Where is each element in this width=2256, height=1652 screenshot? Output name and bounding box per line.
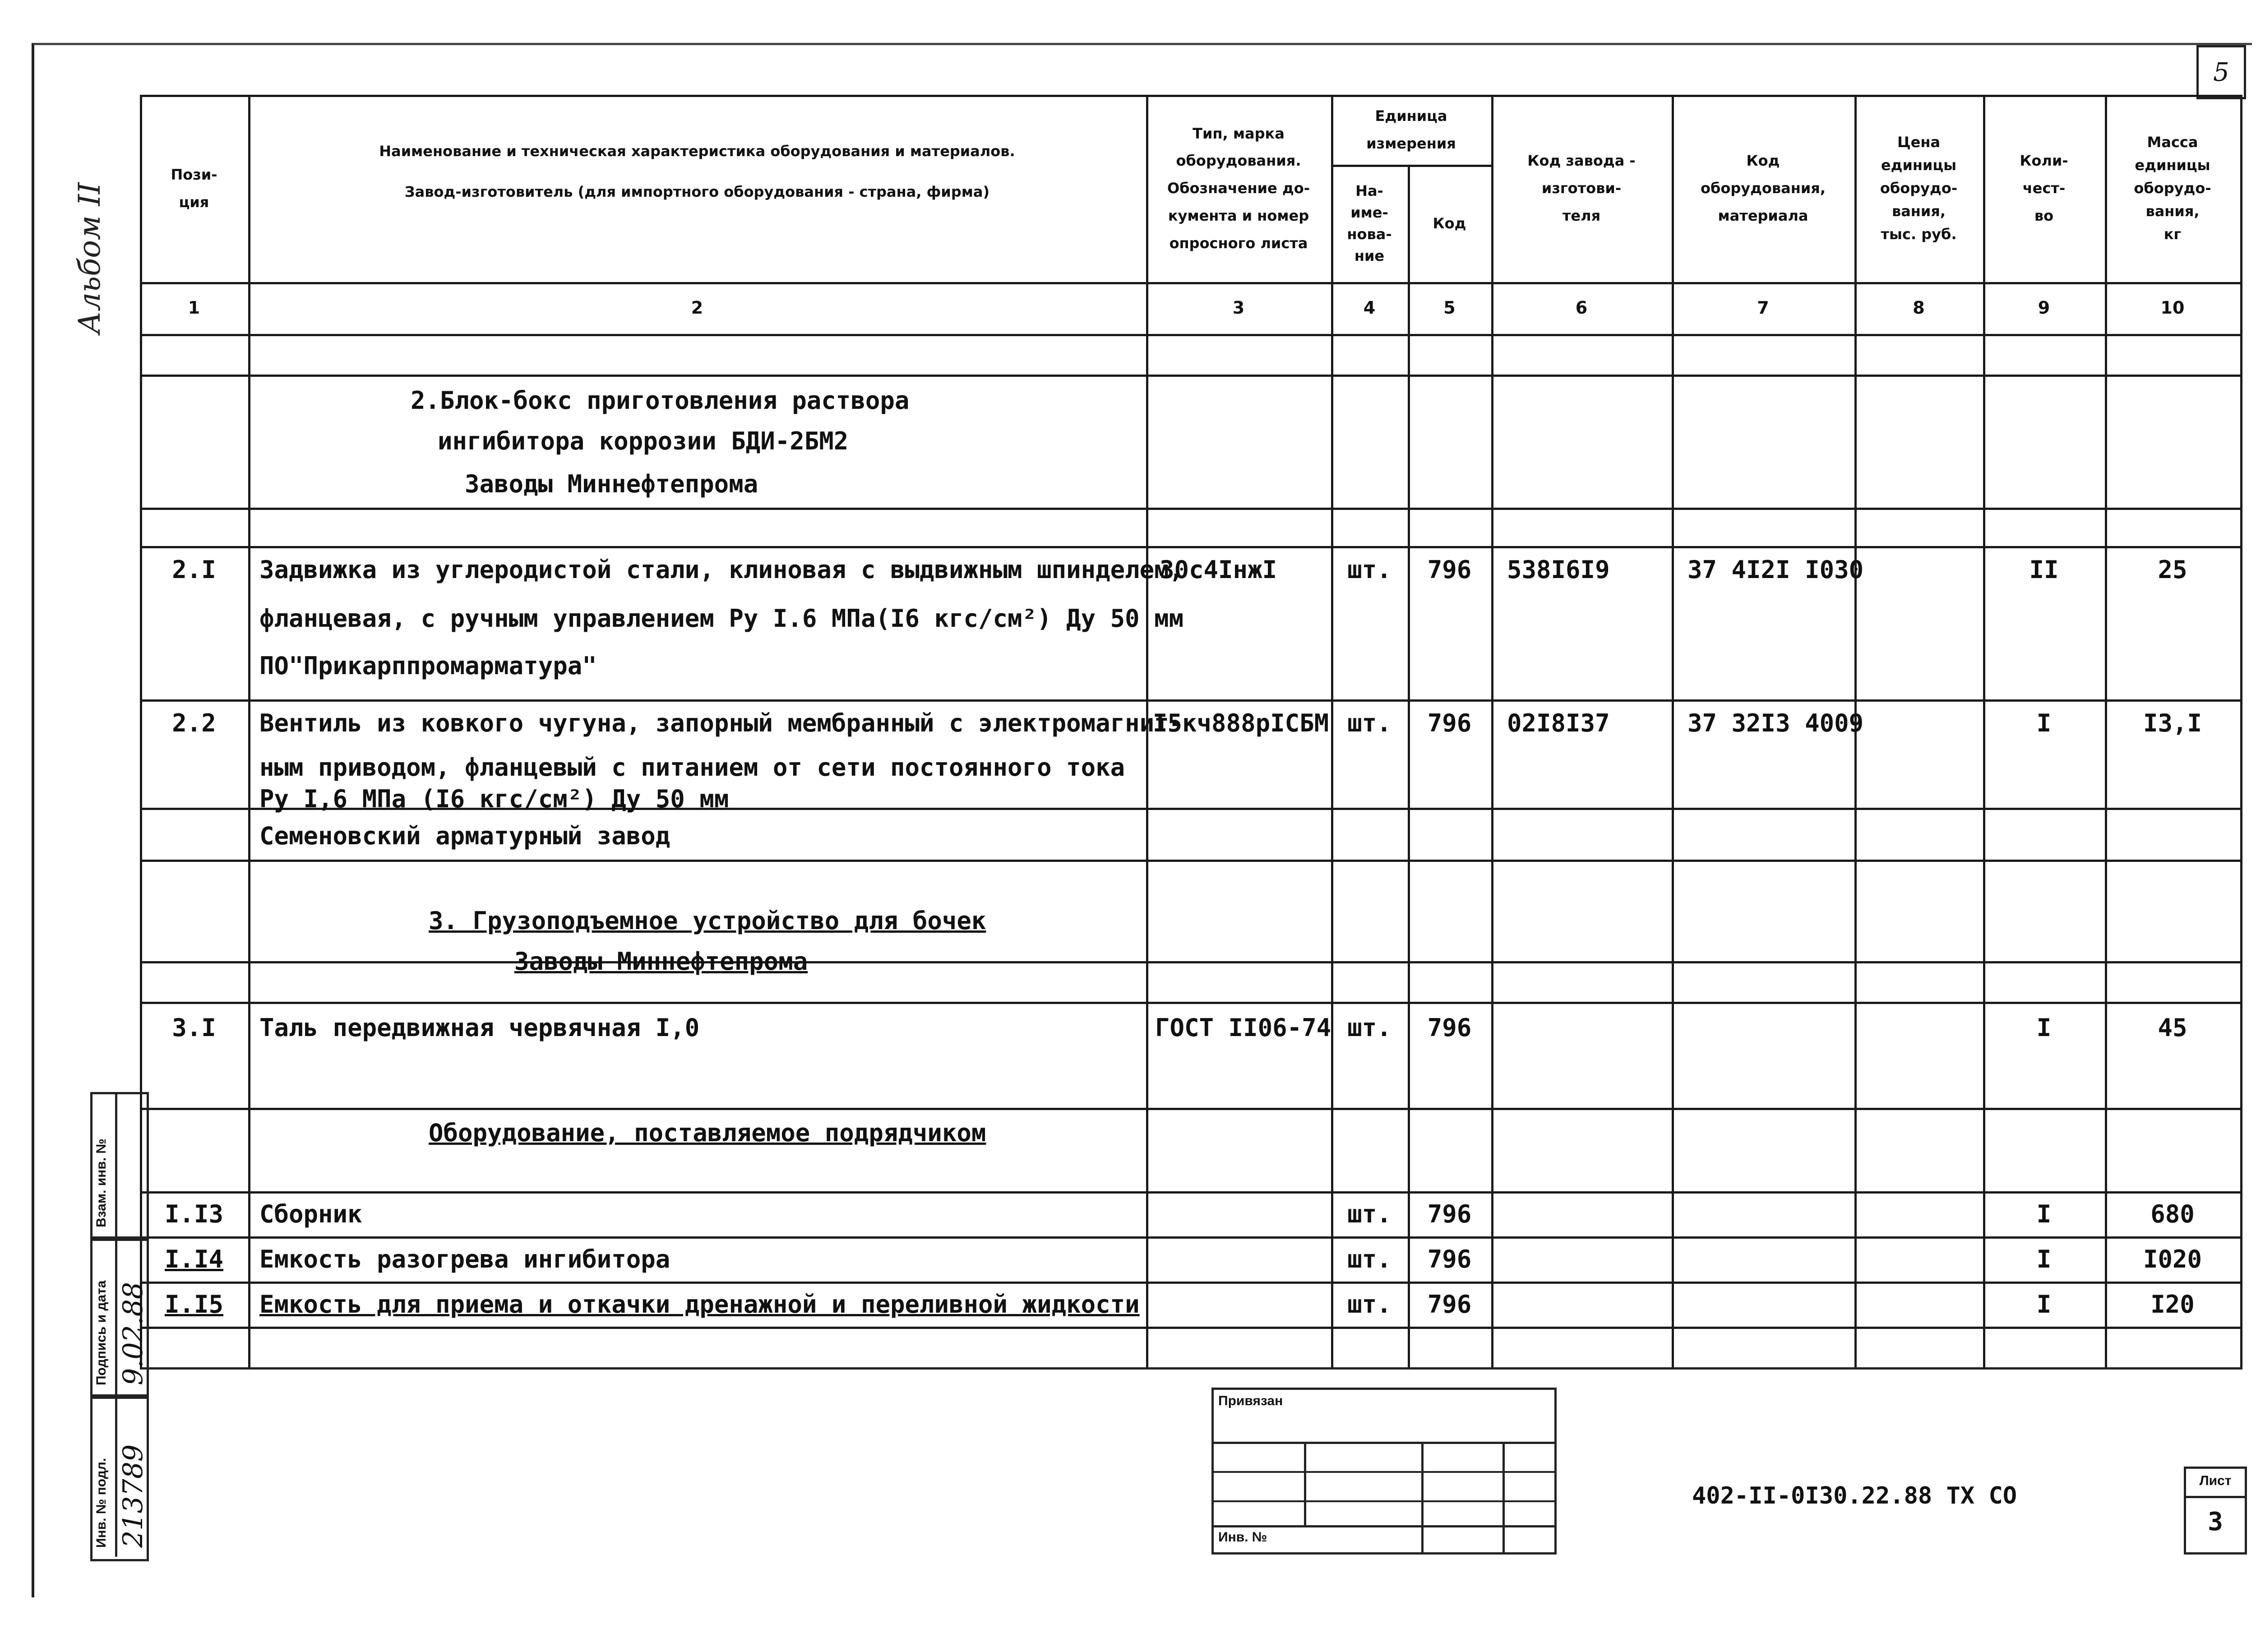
row-quantity: I	[2036, 1290, 2052, 1319]
row-mass: 45	[2158, 1013, 2187, 1042]
header-equipment-code: Код оборудования, материала	[1701, 152, 1826, 224]
col-number: 8	[1913, 298, 1925, 318]
row-quantity: II	[2029, 555, 2059, 584]
section-maker: Заводы Миннефтепрома	[514, 947, 808, 976]
row-position: 2.2	[172, 709, 216, 737]
binding-box	[1211, 1388, 1557, 1555]
col-number: 5	[1443, 298, 1456, 318]
stamp-signature-date: 9.02.88	[117, 1282, 149, 1385]
row-name: фланцевая, с ручным управлением Ру I.6 МПа(I6 кгс/см²) Ду 50 мм	[259, 604, 1184, 633]
col-number: 6	[1575, 298, 1588, 318]
header-unit: Единица измерения	[1366, 107, 1456, 152]
row-unit: шт.	[1347, 1013, 1392, 1042]
header-quantity: Коли- чест- во	[2020, 152, 2068, 224]
row-position: 3.I	[172, 1013, 216, 1042]
row-type: ГОСТ II06-74	[1155, 1013, 1331, 1042]
row-plant-code: 538I6I9	[1507, 555, 1610, 584]
row-name: Семеновский арматурный завод	[259, 822, 670, 850]
row-unit: шт.	[1347, 709, 1392, 737]
row-position: I.I5	[164, 1290, 224, 1319]
row-name: ным приводом, фланцевый с питанием от сети постоянного тока	[259, 753, 1125, 782]
stamp-signature-label: Подпись и дата	[94, 1280, 109, 1385]
header-unit-name: На- име- нова- ние	[1347, 182, 1392, 264]
row-quantity: I	[2036, 1199, 2052, 1228]
row-mass: 25	[2158, 555, 2187, 584]
header-price: Цена единицы оборудо- вания, тыс. руб.	[1880, 133, 1958, 243]
row-unit: шт.	[1347, 555, 1392, 584]
row-equipment-code: 37 32I3 4009	[1687, 709, 1864, 737]
row-unit-code: 796	[1427, 1245, 1472, 1273]
album-note: Альбом II	[72, 182, 107, 334]
stamp-inventory-number: 213789	[117, 1444, 149, 1548]
row-name: Ру I,6 МПа (I6 кгс/см²) Ду 50 мм	[259, 784, 729, 813]
row-quantity: I	[2036, 1245, 2052, 1273]
row-unit: шт.	[1347, 1199, 1392, 1228]
row-unit-code: 796	[1427, 1290, 1472, 1319]
header-name-line2: Завод-изготовитель (для импортного оборудования - страна, фирма)	[404, 183, 990, 200]
section-maker: Заводы Миннефтепрома	[465, 470, 758, 498]
specification-table	[140, 95, 2242, 1367]
row-unit: шт.	[1347, 1245, 1392, 1273]
col-number: 4	[1363, 298, 1376, 318]
col-number: 9	[2038, 298, 2050, 318]
row-name: ПО"Прикарппромарматура"	[259, 651, 597, 680]
row-name: Сборник	[259, 1199, 362, 1228]
sheet-label: Лист	[2199, 1473, 2232, 1488]
row-position: I.I3	[164, 1199, 224, 1228]
row-name: Задвижка из углеродистой стали, клиновая с выдвижным шпинделем,	[259, 555, 1184, 584]
col-number: 1	[188, 298, 200, 318]
row-equipment-code: 37 4I2I I030	[1687, 555, 1864, 584]
stamp-replace-label: Взам. инв. №	[94, 1138, 109, 1227]
row-quantity: I	[2036, 709, 2052, 737]
row-mass: 680	[2150, 1199, 2195, 1228]
row-unit-code: 796	[1427, 1199, 1472, 1228]
row-mass: I3,I	[2143, 709, 2202, 737]
binding-title: Привязан	[1218, 1393, 1283, 1408]
header-type: Тип, марка оборудования. Обозначение до- кумента и номер опросного листа	[1167, 125, 1310, 252]
row-name: Таль передвижная червячная I,0	[259, 1013, 700, 1042]
section-title: ингибитора коррозии БДИ-2БМ2	[438, 427, 849, 455]
row-unit-code: 796	[1427, 709, 1472, 737]
row-position: I.I4	[164, 1245, 224, 1273]
row-name: Емкость для приема и откачки дренажной и переливной жидкости	[259, 1290, 1140, 1319]
sheet-box	[2184, 1467, 2247, 1555]
row-unit-code: 796	[1427, 1013, 1472, 1042]
row-unit: шт.	[1347, 1290, 1392, 1319]
row-name: Емкость разогрева ингибитора	[259, 1245, 670, 1273]
row-type: I5кч888рICБМ	[1153, 709, 1329, 737]
section-title: Оборудование, поставляемое подрядчиком	[429, 1118, 986, 1147]
row-quantity: I	[2036, 1013, 2052, 1042]
document-code: 402-II-0I30.22.88 ТХ СО	[1692, 1482, 2017, 1509]
row-type: 30с4IнжI	[1160, 555, 1277, 584]
corner-sheet-number: 5	[2196, 45, 2246, 99]
row-mass: I020	[2143, 1245, 2202, 1273]
col-number: 3	[1232, 298, 1245, 318]
section-title: 3. Грузоподъемное устройство для бочек	[429, 906, 986, 935]
col-number: 7	[1757, 298, 1769, 318]
header-position: Пози- ция	[171, 166, 217, 211]
row-plant-code: 02I8I37	[1507, 709, 1610, 737]
header-plant-code: Код завода - изготови- теля	[1527, 152, 1636, 224]
row-mass: I20	[2150, 1290, 2195, 1319]
row-name: Вентиль из ковкого чугуна, запорный мембранный с электромагнит-	[259, 709, 1184, 737]
title-block	[140, 1367, 2242, 1555]
header-unit-code: Код	[1433, 214, 1466, 232]
header-name-line1: Наименование и техническая характеристика оборудования и материалов.	[379, 142, 1015, 160]
row-position: 2.I	[172, 555, 216, 584]
col-number: 10	[2160, 298, 2185, 318]
binding-inventory: Инв. №	[1218, 1530, 1267, 1545]
col-number: 2	[691, 298, 703, 318]
stamp-inventory-label: Инв. № подл.	[94, 1458, 109, 1548]
sheet-number: 3	[2208, 1507, 2223, 1536]
row-unit-code: 796	[1427, 555, 1472, 584]
section-title: 2.Блок-бокс приготовления раствора	[411, 386, 910, 415]
header-mass: Масса единицы оборудо- вания, кг	[2134, 133, 2211, 243]
